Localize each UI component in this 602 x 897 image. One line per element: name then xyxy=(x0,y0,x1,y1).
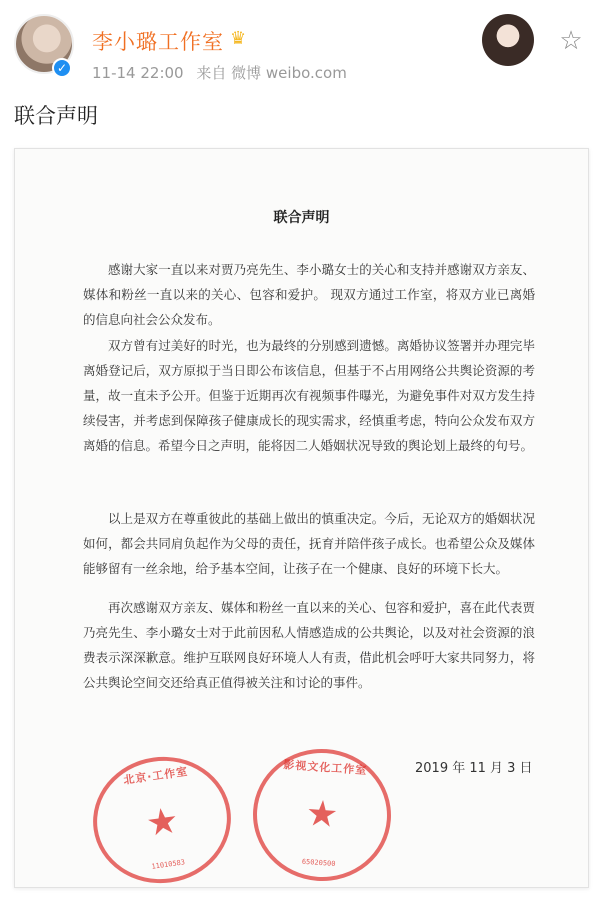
letter-paragraph: 双方曾有过美好的时光，也为最终的分别感到遗憾。离婚协议签署并办理完毕离婚登记后，双方原拟于当日即公布该信息，但基于不占用网络公共舆论资源的考量，故一直未予公开。但鉴于近期再次有视频事件曝光，为避免事件对双方发生持续侵害，并考虑到保障孩子健康成长的现实需求，经慎重考虑，特向公众发布双方离婚的信息。希望今日之声明，能将因二人婚姻状况导致的舆论划上最终的句号。 xyxy=(83,338,535,453)
verified-badge-icon: ✓ xyxy=(52,58,72,78)
profile-thumbnail[interactable] xyxy=(482,14,534,66)
seal-code: 65020500 xyxy=(301,857,336,869)
company-seal-left xyxy=(85,748,239,892)
letter-paragraph: 再次感谢双方亲友、媒体和粉丝一直以来的关心、包容和爱护，喜在此代表贾乃亮先生、李小璐女士对于此前因私人情感造成的公共舆论，以及对社会资源的浪费表示深深歉意。维护互联网良好环境人人有责，借此机会呼吁大家共同努力，将公共舆论空间交还给真正值得被关注和讨论的事件。 xyxy=(83,600,535,690)
letter-paragraph: 以上是双方在尊重彼此的基础上做出的慎重决定。今后，无论双方的婚姻状况如何，都会共同肩负起作为父母的责任，抚育并陪伴孩子成长。也希望公众及媒体能够留有一丝余地，给予基本空间，让孩子在一个健康、良好的环境下长大。 xyxy=(83,511,535,576)
author-name[interactable]: 李小璐工作室 xyxy=(92,30,224,54)
post-text: 联合声明 xyxy=(14,104,98,128)
star-outline-icon[interactable]: ☆ xyxy=(559,26,583,56)
post-header xyxy=(0,0,602,96)
statement-image[interactable] xyxy=(14,148,589,888)
seal-text: 影视文化工作室 xyxy=(282,758,368,778)
seal-star-icon: ★ xyxy=(143,799,182,846)
letter-title: 联合声明 xyxy=(273,210,330,226)
post-meta xyxy=(92,62,355,83)
seal-text: 北京·工作室 xyxy=(122,764,189,787)
seal-code: 11010583 xyxy=(151,858,186,871)
seal-star-icon: ★ xyxy=(304,792,340,837)
post-source: 来自 微博 weibo.com xyxy=(196,64,347,82)
letter-paragraph: 感谢大家一直以来对贾乃亮先生、李小璐女士的关心和支持并感谢双方亲友、媒体和粉丝一直以来的关心、包容和爱护。 现双方通过工作室，将双方业已离婚的信息向社会公众发布。 xyxy=(83,262,535,327)
letter-date: 2019 年 11 月 3 日 xyxy=(415,761,533,776)
post-timestamp: 11-14 22:00 xyxy=(92,64,184,82)
crown-icon: ♛ xyxy=(230,28,247,49)
company-seal-right xyxy=(249,744,396,885)
